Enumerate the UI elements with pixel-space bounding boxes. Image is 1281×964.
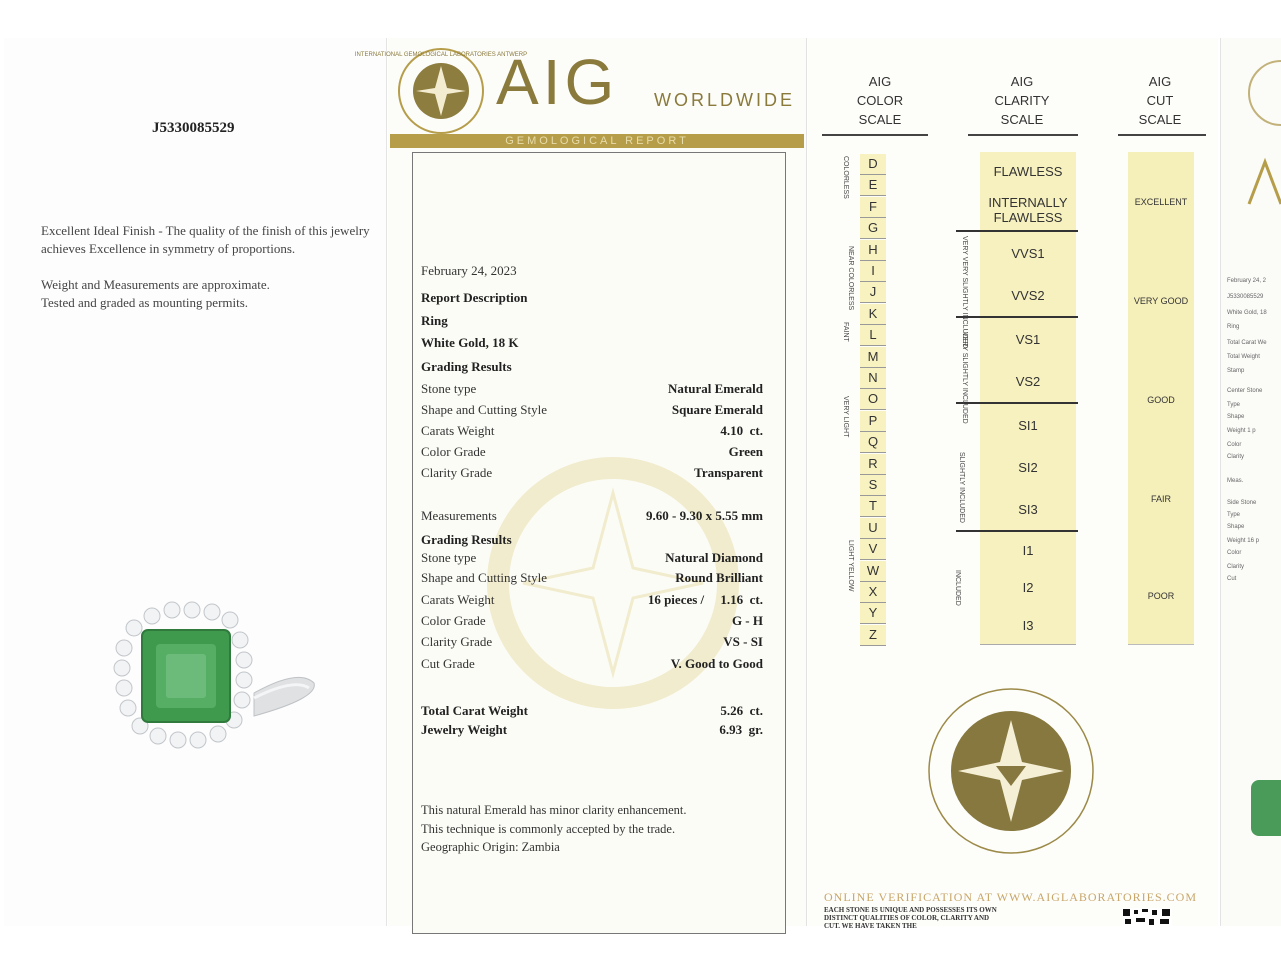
edge-text-line: Shape: [1227, 524, 1245, 530]
color-group-label: NEAR COLORLESS: [847, 246, 854, 311]
color-grade-t: T: [860, 496, 886, 517]
cut-grade: EXCELLENT: [1128, 152, 1194, 252]
next-page-edge: [1220, 38, 1281, 926]
cut-grade: VERY GOOD: [1128, 251, 1194, 351]
side-stone-label: Cut Grade: [421, 656, 475, 671]
seal-fragment-icon: [1241, 58, 1281, 128]
color-grade-n: N: [860, 368, 886, 389]
side-stone-value: V. Good to Good: [670, 656, 763, 671]
edge-text-line: February 24, 2: [1227, 278, 1267, 284]
ring-photo: [104, 598, 324, 768]
side-stone-value: Round Brilliant: [675, 570, 763, 585]
color-grade-o: O: [860, 389, 886, 410]
color-grade-p: P: [860, 411, 886, 432]
item-type: Ring: [421, 313, 448, 328]
color-scale-title: [830, 72, 930, 129]
edge-text-line: Weight 1 p: [1227, 428, 1256, 434]
seal-text: INTERNATIONAL GEMOLOGICAL LABORATORIES ANTWERP: [354, 52, 528, 58]
color-grade-i: I: [860, 261, 886, 282]
divider: [1118, 134, 1206, 136]
side-stone-value: 16 pieces / 1.16 ct.: [647, 592, 763, 607]
trade-note: This technique is commonly accepted by the trade.: [421, 822, 676, 836]
enhancement-note: This natural Emerald has minor clarity enhancement.: [421, 803, 687, 817]
online-verification-text: ONLINE VERIFICATION AT WWW.AIGLABORATORIES.COM: [824, 890, 1198, 904]
cut-grade: POOR: [1128, 548, 1194, 645]
clarity-grade: I1: [980, 532, 1076, 569]
edge-text-line: Side Stone: [1227, 500, 1257, 506]
center-stone-value: Natural Emerald: [668, 381, 763, 396]
center-stone-value: Transparent: [694, 465, 763, 480]
certificate-number: J5330085529: [152, 120, 235, 136]
title-line: CLARITY: [994, 93, 1050, 108]
title-line: AIG: [1148, 74, 1172, 89]
clarity-grade: I3: [980, 606, 1076, 645]
cut-scale-title: [1114, 72, 1206, 129]
color-grade-j: J: [860, 282, 886, 303]
edge-text-line: Clarity: [1227, 454, 1245, 460]
measurements-label: Measurements: [421, 508, 497, 523]
total-carat-value: 5.26 ct.: [720, 703, 763, 718]
edge-text-line: Color: [1227, 550, 1242, 556]
color-grade-s: S: [860, 475, 886, 496]
edge-text-line: Type: [1227, 402, 1241, 408]
clarity-group-label: VERY VERY SLIGHTLY INCLUDED: [961, 236, 968, 349]
report-description-heading: Report Description: [421, 290, 528, 305]
color-grade-k: K: [860, 304, 886, 325]
metal-type: White Gold, 18 K: [421, 335, 519, 350]
edge-text-line: Type: [1227, 512, 1241, 518]
title-line: AIG: [1010, 74, 1034, 89]
origin-note: Geographic Origin: Zambia: [421, 840, 560, 854]
edge-text-line: Clarity: [1227, 564, 1245, 570]
title-line: SCALE: [858, 112, 902, 127]
measurements-value: 9.60 - 9.30 x 5.55 mm: [646, 508, 763, 523]
edge-text-line: Stamp: [1227, 368, 1245, 374]
color-grade-d: D: [860, 154, 886, 175]
center-stone-value: Green: [728, 444, 763, 459]
disclaimer-text: EACH STONE IS UNIQUE AND POSSESSES ITS OWN DISTINCT QUALITIES OF COLOR, CLARITY AND CUT. WE HAVE TAKEN THE: [824, 906, 997, 930]
center-stone-value: Square Emerald: [671, 402, 763, 417]
clarity-grade: SI3: [980, 488, 1076, 531]
side-stone-value: VS - SI: [723, 634, 763, 649]
edge-text-line: Total Weight: [1227, 354, 1260, 360]
finish-note: Excellent Ideal Finish - The quality of the finish of this jewelry achieves Excellence in symmetry of proportions.: [41, 223, 370, 256]
grading-results-heading: Grading Results: [421, 532, 512, 547]
color-group-label: COLORLESS: [842, 156, 849, 199]
center-stone-label: Carats Weight: [421, 423, 495, 438]
center-stone-label: Color Grade: [421, 444, 486, 459]
color-grade-v: V: [860, 539, 886, 560]
color-grade-r: R: [860, 454, 886, 475]
center-stone-label: Clarity Grade: [421, 465, 493, 480]
center-stone-value: 4.10 ct.: [720, 423, 763, 438]
color-group-label: LIGHT YELLOW: [847, 540, 854, 592]
title-line: CUT: [1146, 93, 1174, 108]
side-stone-label: Shape and Cutting Style: [421, 570, 548, 585]
edge-text-line: White Gold, 18: [1227, 310, 1267, 316]
color-group-label: FAINT: [842, 322, 849, 342]
side-stone-label: Carats Weight: [421, 592, 495, 607]
edge-text-line: J5330085529: [1227, 294, 1264, 300]
report-date: February 24, 2023: [421, 263, 517, 278]
color-grade-w: W: [860, 561, 886, 582]
edge-text-line: Shape: [1227, 414, 1245, 420]
grading-results-heading: Grading Results: [421, 359, 512, 374]
color-grade-z: Z: [860, 625, 886, 646]
color-grade-e: E: [860, 175, 886, 196]
jewelry-weight-label: Jewelry Weight: [421, 722, 508, 737]
edge-text-line: Total Carat We: [1227, 340, 1267, 346]
color-grade-x: X: [860, 582, 886, 603]
color-grade-y: Y: [860, 603, 886, 624]
total-carat-label: Total Carat Weight: [421, 703, 528, 718]
clarity-group-label: SLIGHTLY INCLUDED: [958, 452, 965, 523]
scales-panel: [808, 38, 1218, 930]
report-band: GEMOLOGICAL REPORT: [390, 134, 804, 148]
clarity-grade: SI1: [980, 404, 1076, 447]
edge-text-line: Meas.: [1227, 478, 1244, 484]
clarity-grade: FLAWLESS: [980, 152, 1076, 191]
side-stone-value: Natural Diamond: [665, 550, 763, 565]
clarity-grade: INTERNALLY FLAWLESS: [980, 190, 1076, 231]
cover-panel: [4, 38, 387, 926]
divider: [968, 134, 1078, 136]
side-stone-value: G - H: [731, 613, 763, 628]
edge-text-line: Center Stone: [1227, 388, 1263, 394]
color-grade-u: U: [860, 518, 886, 539]
clarity-scale-title: [972, 72, 1072, 129]
divider: [822, 134, 928, 136]
cut-grade: GOOD: [1128, 350, 1194, 450]
edge-text-line: Ring: [1227, 324, 1240, 330]
clarity-grade: I2: [980, 568, 1076, 607]
color-grade-q: Q: [860, 432, 886, 453]
edge-text-line: Cut: [1227, 576, 1237, 582]
clarity-grade: SI2: [980, 446, 1076, 489]
clarity-grade: VVS2: [980, 274, 1076, 317]
qr-code-icon: [1122, 908, 1172, 926]
center-stone-label: Shape and Cutting Style: [421, 402, 548, 417]
aig-seal-icon: [926, 686, 1096, 856]
center-stone-label: Stone type: [421, 381, 477, 396]
clarity-group-label: VERY SLIGHTLY INCLUDED: [961, 332, 968, 424]
clarity-group-label: INCLUDED: [954, 570, 961, 606]
brand-logo: AIG: [496, 46, 619, 118]
edge-text-line: Weight 16 p: [1227, 538, 1259, 544]
aig-seal-logo: [354, 46, 528, 136]
side-stone-label: Stone type: [421, 550, 477, 565]
clarity-grade: VS1: [980, 318, 1076, 361]
side-stone-label: Clarity Grade: [421, 634, 493, 649]
title-line: SCALE: [1138, 112, 1182, 127]
ring-thumbnail: [1251, 780, 1281, 836]
title-line: COLOR: [856, 93, 904, 108]
title-line: SCALE: [1000, 112, 1044, 127]
report-panel: [354, 38, 807, 926]
color-grade-m: M: [860, 347, 886, 368]
color-grade-h: H: [860, 240, 886, 261]
weight-note: Weight and Measurements are approximate. Tested and graded as mounting permits.: [41, 277, 270, 310]
clarity-grade: VS2: [980, 360, 1076, 403]
logo-fragment-icon: [1245, 158, 1281, 208]
title-line: AIG: [868, 74, 892, 89]
jewelry-weight-value: 6.93 gr.: [719, 722, 763, 737]
edge-text-line: Color: [1227, 442, 1242, 448]
cut-grade: FAIR: [1128, 449, 1194, 549]
color-grade-g: G: [860, 218, 886, 239]
report-box: [412, 152, 786, 934]
brand-subtitle: WORLDWIDE: [654, 90, 795, 110]
color-grade-f: F: [860, 197, 886, 218]
color-group-label: VERY LIGHT: [842, 396, 849, 438]
color-grade-l: L: [860, 325, 886, 346]
clarity-grade: VVS1: [980, 232, 1076, 275]
side-stone-label: Color Grade: [421, 613, 486, 628]
